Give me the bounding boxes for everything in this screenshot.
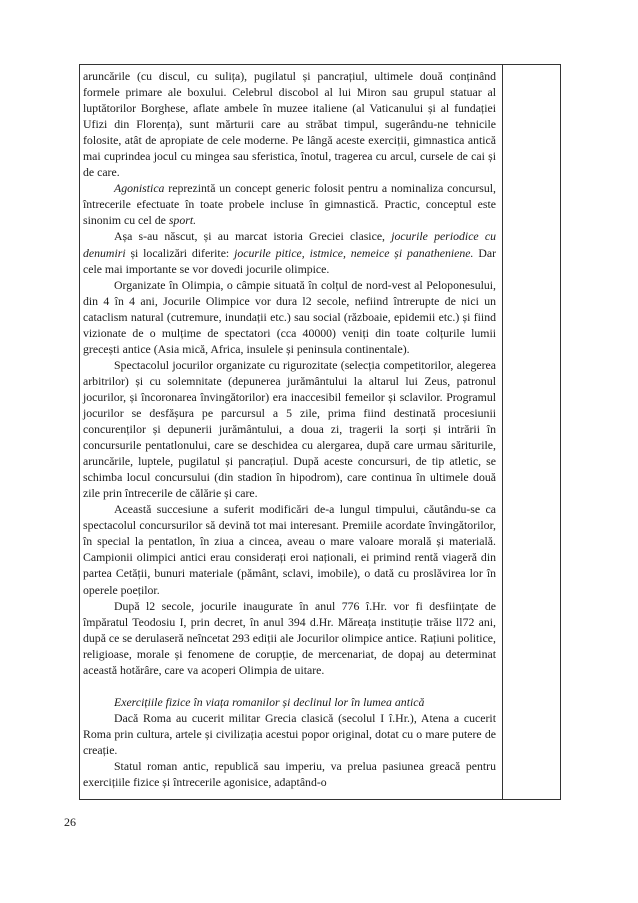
paragraph-9: [83, 758, 496, 790]
text-run: și localizări diferite:: [125, 245, 235, 260]
paragraph-2: [83, 180, 496, 228]
text-run: După l2 secole, jocurile inaugurate în anul 776 î.Hr. vor fi desființate de împăratul Teodosiu I, prin decret, în anul 394 d.Hr. Măreața instituție trăise ll72 ani, după ce se derulaseră neîncetat 293 ediții ale Jocurilor olimpice antice. Rațiuni politice, religioase, morale și fenomene de corupție, de mercenariat, de dopaj au determinat această hotărâre, care va acoperi Olimpia de uitare.: [83, 598, 496, 677]
text-run: Statul roman antic, republică sau imperiu, va prelua pasiunea greacă pentru exercițiile fizice și întrecerile agonisice, adaptând-o: [83, 758, 496, 790]
paragraph-4: [83, 277, 496, 357]
text-frame: [79, 64, 561, 800]
paragraph-7: [83, 598, 496, 678]
section-heading: [83, 694, 496, 710]
text-run: Organizate în Olimpia, o câmpie situată în colțul de nord-vest al Peloponesului, din 4 în 4 ani, Jocurile Olimpice vor dura l2 secole, nefiind întrerupte de nici un cataclism natural (cutremure, inundații etc.) sau social (războaie, epidemii etc.) și fiind vizionate de o mulțime de spectatori (cca 40000) veniți din toate colțurile lumii grecești antice (Asia mică, Africa, insulele și peninsula continentale).: [83, 277, 496, 356]
paragraph-5: [83, 357, 496, 501]
page-number: 26: [64, 815, 76, 829]
paragraph-6: [83, 501, 496, 597]
italic-run: jocurile pitice, istmice, nemeice și panatheniene.: [234, 245, 474, 260]
text-run: Această succesiune a suferit modificări de-a lungul timpului, căutându-se ca spectacolul concursurilor să devină tot mai interesant. Premiile acordate învingătorilor, în special la pentatlon, în ziua a cincea, aveau o mare valoare morală și materială. Campionii olimpici antici erau considerați eroi naționali, ei primind rentă viageră din partea Cetății, bunuri materiale (pământ, sclavi, imobile), o dată cu proslăvirea lor în operele poeților.: [83, 502, 496, 597]
paragraph-8: [83, 710, 496, 758]
text-run: reprezintă un concept generic folosit pentru a nominaliza concursul, întrecerile efectuate în toate probele incluse în gimnastică. Practic, conceptul este sinonim cu cel de: [83, 181, 496, 228]
text-run: Spectacolul jocurilor organizate cu rigurozitate (selecția competitorilor, alegerea arbitrilor) și cu solemnitate (depunerea jurământului la altarul lui Zeus, patronul jocurilor, și încoronarea învingătorilor) era inaccesibil femeilor și sclavilor. Programul jocurilor se desfășura pe parcursul a 5 zile, prima fiind destinată procesiunii concurenților și depunerii jurământului, a doua zi, tragerii la sorți și intrării în concursurile pentatlonului, care se deschidea cu alergarea, după care urmau săriturile, aruncările, luptele, pugilatul și pancrațiul. După aceste concursuri, de tip atletic, se schimba locul concursului (din stadion în hipodrom), care continua în ultimele două zile prin întrecerile de călărie și care.: [83, 357, 496, 501]
paragraph-1: [83, 68, 496, 180]
text-run: Dar cele mai importante se vor dovedi jocurile olimpice.: [83, 245, 497, 276]
text-run: Dacă Roma au cucerit militar Grecia clasică (secolul I î.Hr.), Atena a cucerit Roma prin cultura, artele și civilizația acestui popor original, dotat cu o mare putere de creație.: [83, 710, 496, 757]
italic-run: jocurile periodice cu denumiri: [83, 229, 496, 260]
margin-column-divider: [502, 65, 503, 799]
italic-run: Exercițiile fizice în viața romanilor și declinul lor în lumea antică: [114, 694, 425, 709]
italic-run: Agonistica: [114, 181, 165, 196]
text-run: Așa s-au născut, și au marcat istoria Greciei clasice,: [114, 229, 392, 244]
body-text: [83, 68, 496, 790]
paragraph-3: [83, 228, 496, 276]
text-run: aruncările (cu discul, cu sulița), pugilatul și pancrațiul, ultimele două conținând formele primare ale boxului. Celebrul discobol al lui Miron sau grupul statuar al luptătorilor Borghese, aflate ambele în muzee italiene (al Vaticanului și al fundației Ufizi din Florența), sunt mărturii care au străbat timpul, sugerându-ne tehnicile folosite, atât de apropiate de cele moderne. Pe lângă aceste exerciții, gimnastica antică mai cuprindea jocul cu mingea sau sferistica, înotul, tragerea cu arcul, cursele de cai și de care.: [83, 69, 496, 180]
italic-run: sport.: [168, 213, 197, 228]
